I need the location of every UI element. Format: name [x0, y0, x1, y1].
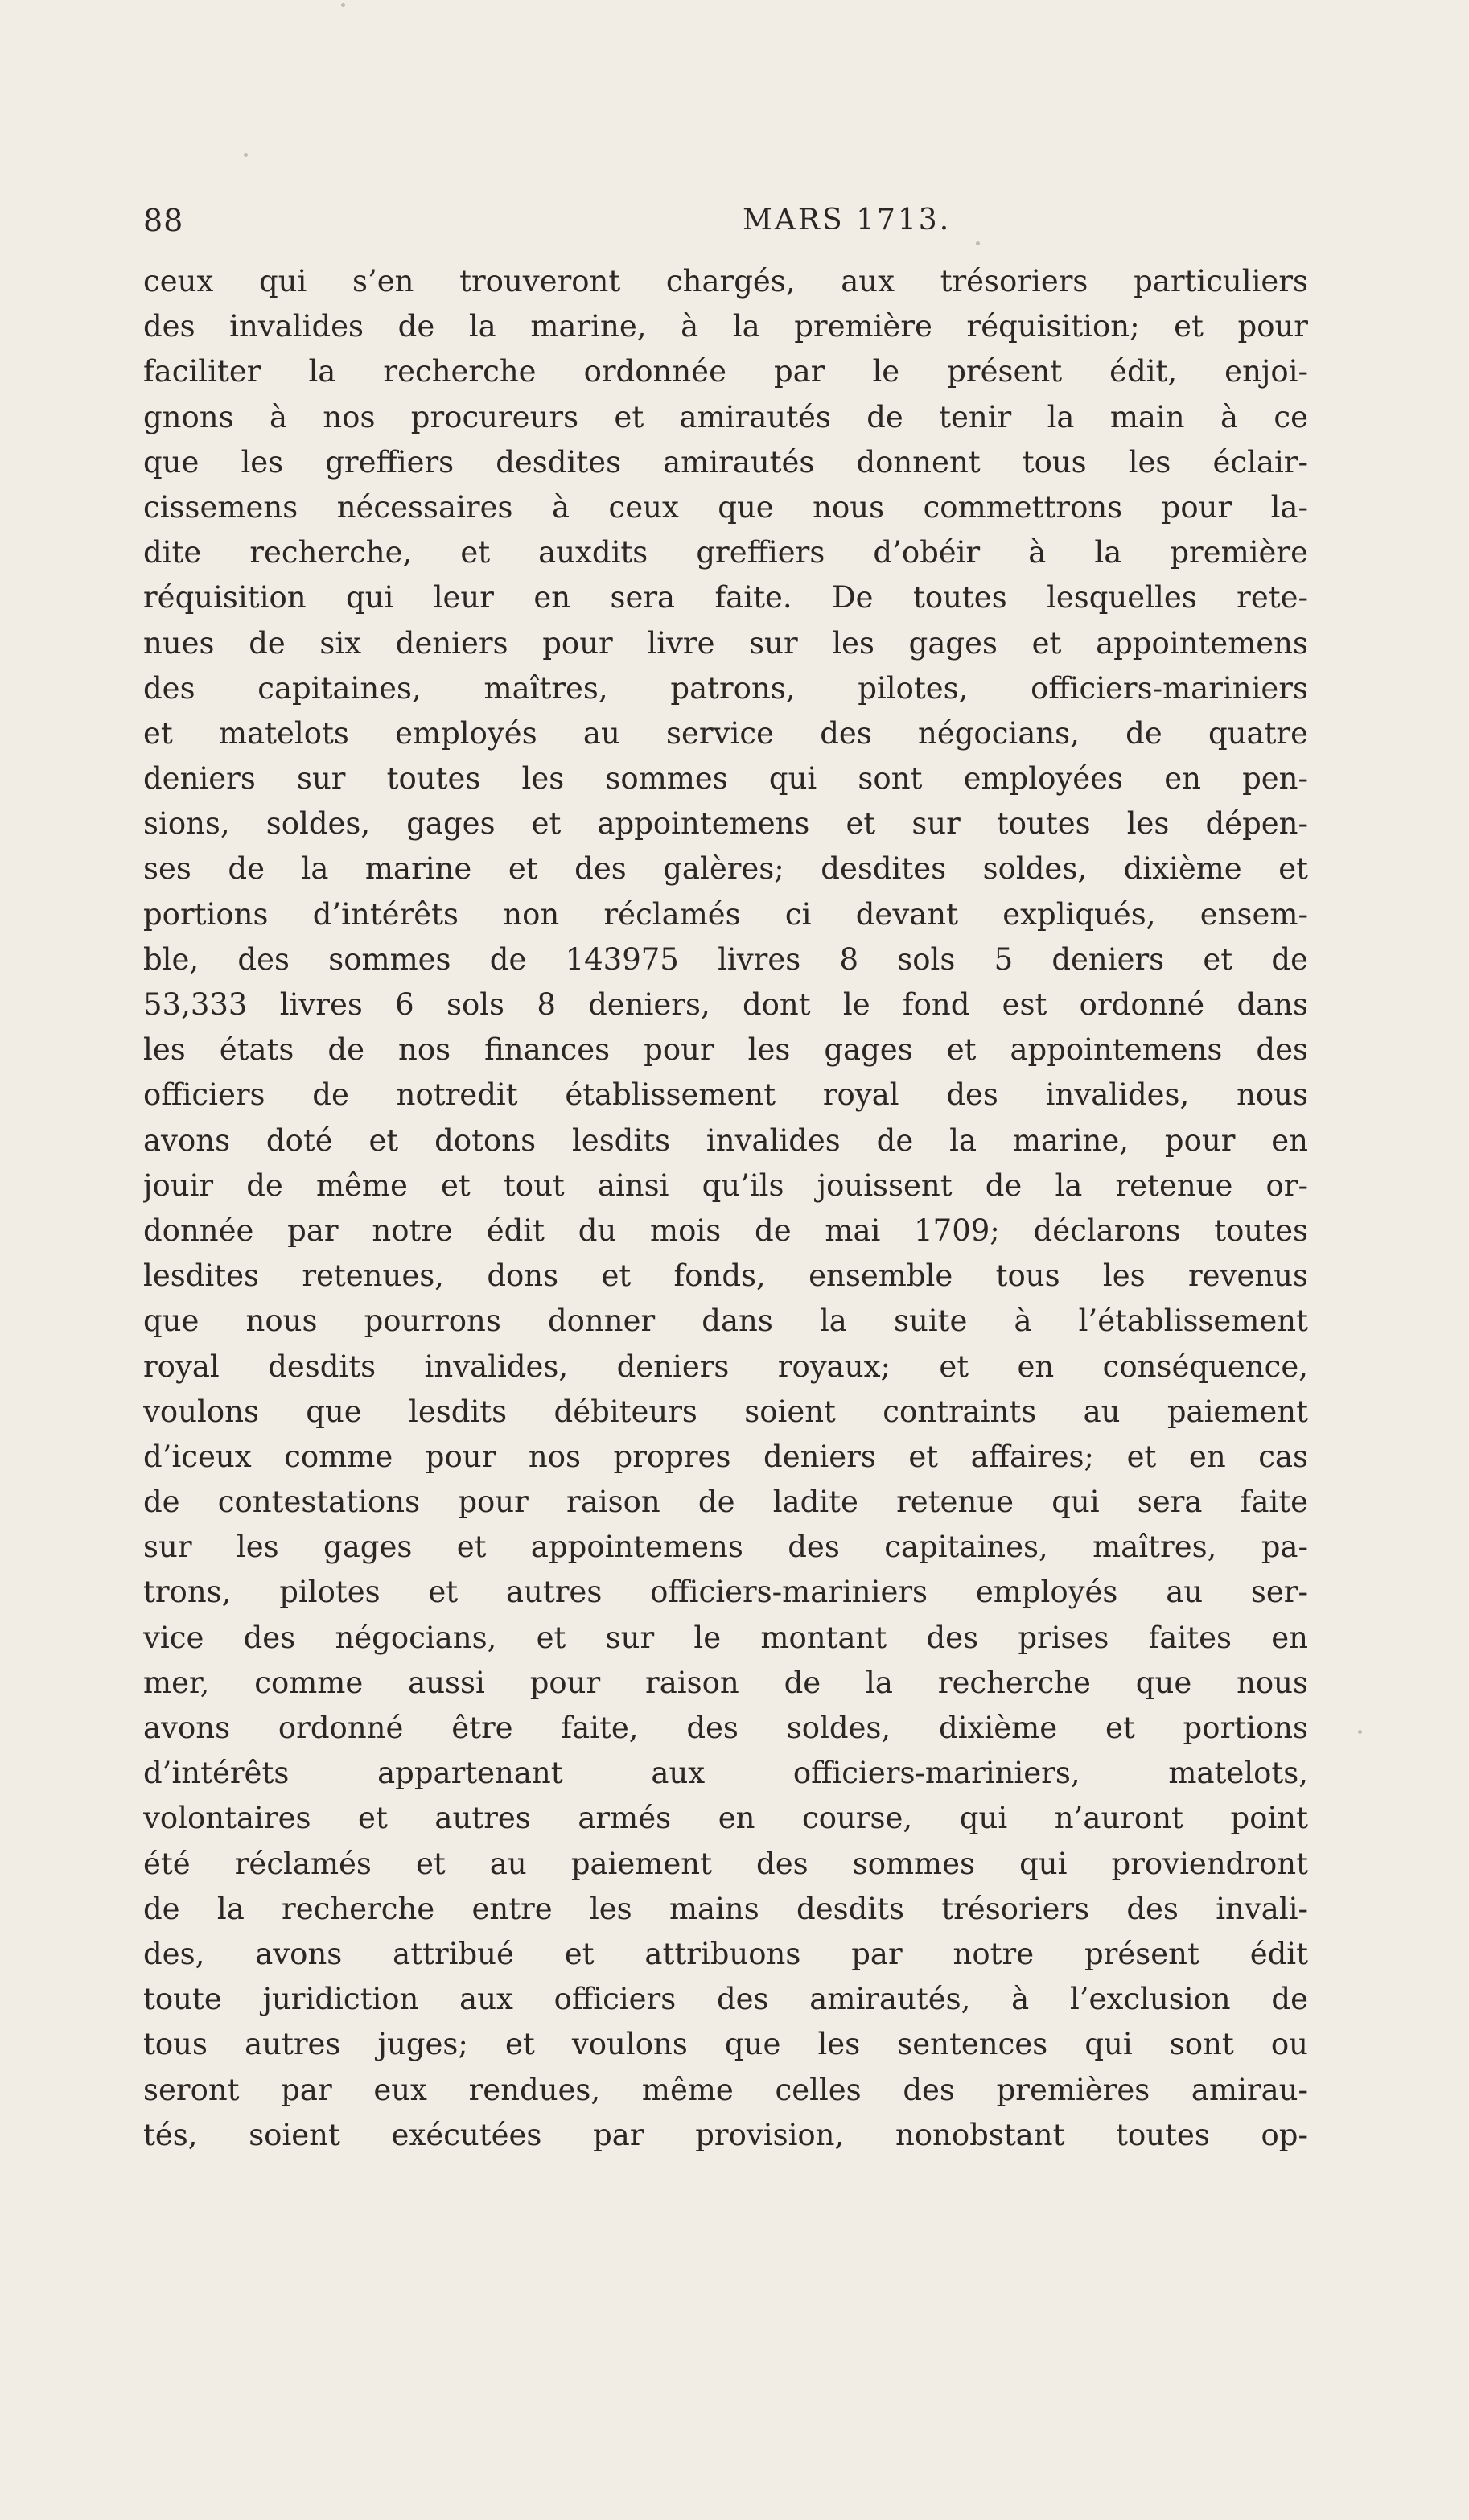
text-line: cissemens nécessaires à ceux que nous commettrons pour la-: [143, 489, 1308, 525]
text-line: nues de six deniers pour livre sur les gages et appointemens: [143, 625, 1308, 661]
text-line: portions d’intérêts non réclamés ci devant expliqués, ensem-: [143, 896, 1308, 932]
text-line: de contestations pour raison de ladite retenue qui sera faite: [143, 1484, 1308, 1520]
text-line: et matelots employés au service des négocians, de quatre: [143, 715, 1308, 751]
text-line: que nous pourrons donner dans la suite à l’établissement: [143, 1303, 1308, 1339]
text-line: réquisition qui leur en sera faite. De toutes lesquelles rete-: [143, 580, 1308, 616]
text-line: de la recherche entre les mains desdits trésoriers des invali-: [143, 1891, 1308, 1926]
text-line: toute juridiction aux officiers des amirautés, à l’exclusion de: [143, 1982, 1308, 2017]
text-line: ble, des sommes de 143975 livres 8 sols 5 deniers et de: [143, 941, 1308, 977]
text-line: sur les gages et appointemens des capitaines, maîtres, pa-: [143, 1530, 1308, 1565]
paper-speck: [1358, 1730, 1362, 1734]
text-line: des, avons attribué et attribuons par notre présent édit: [143, 1936, 1308, 1971]
text-line: faciliter la recherche ordonnée par le présent édit, enjoi-: [143, 354, 1308, 389]
text-line: gnons à nos procureurs et amirautés de tenir la main à ce: [143, 399, 1308, 434]
text-line: des capitaines, maîtres, patrons, pilotes, officiers-mariniers: [143, 670, 1308, 706]
text-line: royal desdits invalides, deniers royaux; et en conséquence,: [143, 1349, 1308, 1384]
paper-speck: [976, 241, 980, 245]
text-line: trons, pilotes et autres officiers-mariniers employés au ser-: [143, 1575, 1308, 1610]
text-line: avons doté et dotons lesdits invalides de la marine, pour en: [143, 1122, 1308, 1158]
text-line: deniers sur toutes les sommes qui sont employées en pen-: [143, 761, 1308, 797]
text-line: 53,333 livres 6 sols 8 deniers, dont le fond est ordonné dans: [143, 987, 1308, 1022]
text-line: volontaires et autres armés en course, qui n’auront point: [143, 1801, 1308, 1836]
text-line: les états de nos finances pour les gages et appointemens des: [143, 1032, 1308, 1068]
text-line: seront par eux rendues, même celles des premières amirau-: [143, 2072, 1308, 2107]
text-line: tous autres juges; et voulons que les sentences qui sont ou: [143, 2027, 1308, 2062]
page-number: 88: [143, 203, 184, 238]
text-line: ceux qui s’en trouveront chargés, aux trésoriers particuliers: [143, 264, 1308, 299]
page-header: [143, 196, 1326, 245]
text-line: été réclamés et au paiement des sommes qui proviendront: [143, 1846, 1308, 1881]
text-line: que les greffiers desdites amirautés donnent tous les éclair-: [143, 444, 1308, 480]
paper-speck: [244, 153, 248, 157]
text-line: avons ordonné être faite, des soldes, dixième et portions: [143, 1711, 1308, 1745]
running-head: MARS 1713.: [743, 204, 952, 237]
text-line: vice des négocians, et sur le montant des prises faites en: [143, 1620, 1308, 1655]
text-line: ses de la marine et des galères; desdites soldes, dixième et: [143, 851, 1308, 887]
text-line: donnée par notre édit du mois de mai 1709; déclarons toutes: [143, 1213, 1308, 1248]
text-line: mer, comme aussi pour raison de la recherche que nous: [143, 1665, 1308, 1700]
text-line: d’iceux comme pour nos propres deniers et affaires; et en cas: [143, 1439, 1308, 1474]
text-line: des invalides de la marine, à la première réquisition; et pour: [143, 309, 1308, 344]
text-line: tés, soient exécutées par provision, nonobstant toutes op-: [143, 2117, 1308, 2152]
paper-speck: [341, 3, 345, 7]
text-line: sions, soldes, gages et appointemens et sur toutes les dépen-: [143, 806, 1308, 842]
body-text: [143, 259, 1308, 2158]
text-line: lesdites retenues, dons et fonds, ensemble tous les revenus: [143, 1258, 1308, 1294]
text-line: dite recherche, et auxdits greffiers d’obéir à la première: [143, 535, 1308, 570]
text-line: voulons que lesdits débiteurs soient contraints au paiement: [143, 1394, 1308, 1429]
text-line: d’intérêts appartenant aux officiers-mariniers, matelots,: [143, 1756, 1308, 1791]
text-line: jouir de même et tout ainsi qu’ils jouissent de la retenue or-: [143, 1167, 1308, 1203]
text-line: officiers de notredit établissement royal des invalides, nous: [143, 1077, 1308, 1113]
